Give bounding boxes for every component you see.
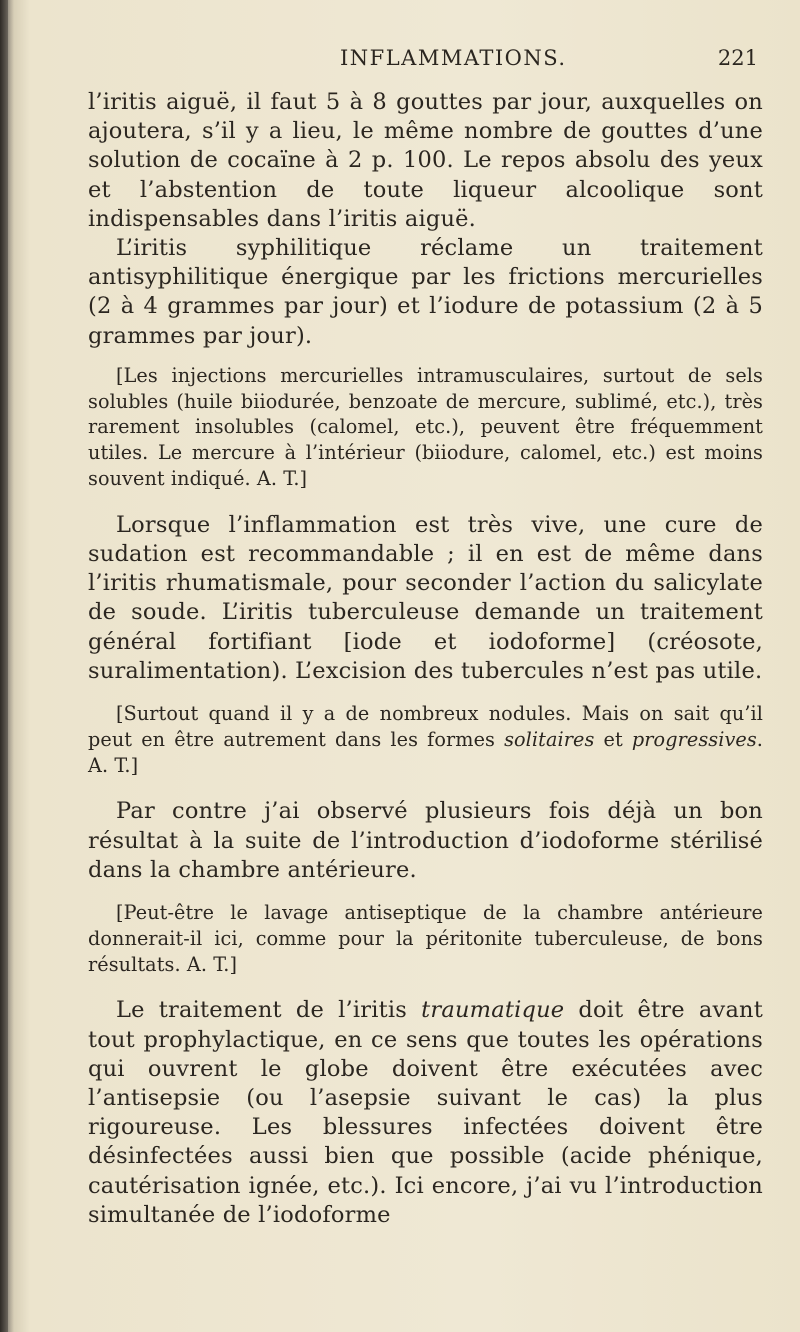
paragraph-4: Par contre j’ai observé plusieurs fois déjà un bon résultat à la suite de l’introduction d’iodoforme stérilisé dans la chambre antérieure. [88, 798, 763, 883]
note2-italic-1: solitaires [504, 727, 595, 751]
editor-note-1: [Les injections mercurielles intramusculaires, surtout de sels solubles (huile biiodurée, benzoate de mercure, sublimé, etc.), très rarement insolubles (calomel, etc.), peuvent être fréquemment utiles. Le mercure à l’intérieur (biiodure, calomel, etc.) est moins souvent indiqué. A. T.] [88, 363, 763, 491]
running-head: INFLAMMATIONS. [340, 46, 567, 70]
note2-italic-2: progressives [631, 727, 757, 751]
note2-text-b: et [594, 727, 632, 751]
page-header [90, 46, 770, 76]
paragraph-1: l’iritis aiguë, il faut 5 à 8 gouttes par jour, auxquelles on ajoutera, s’il y a lieu, le même nombre de gouttes d’une solution de cocaïne à 2 p. 100. Le repos absolu des yeux et l’abstention de toute liqueur alcoolique sont indispensables dans l’iritis aiguë. [88, 89, 763, 232]
body-text [88, 88, 763, 1230]
paragraph-2: L’iritis syphilitique réclame un traitement antisyphilitique énergique par les frictions mercurielles (2 à 4 grammes par jour) et l’iodure de potassium (2 à 5 grammes par jour). [88, 235, 763, 349]
paragraph-3: Lorsque l’inflammation est très vive, une cure de sudation est recommandable ; il en est de même dans l’iritis rhumatismale, pour seconder l’action du salicylate de soude. L’iritis tuberculeuse demande un traitement général fortifiant [iode et iodoforme] (créosote, suralimentation). L’excision des tubercules n’est pas utile. [88, 511, 763, 684]
p5-text-a: Le traitement de l’iritis [116, 997, 422, 1024]
editor-note-2 [88, 701, 763, 778]
page-number: 221 [717, 46, 758, 70]
note2-text-a: [Surtout quand il y a de nombreux nodules. Mais on sait qu’il peut en être autrement dans les formes [88, 702, 763, 751]
note2-text-c: . A. T.] [88, 727, 763, 777]
p5-text-b: doit être avant tout prophylactique, en ce sens que toutes les opérations qui ouvrent le globe doivent être exécutées avec l’antisepsie (ou l’asepsie suivant le cas) la plus rigoureuse. Les blessures infectées doivent être désinfectées aussi bien que possible (acide phénique, cautérisation ignée, etc.). Ici encore, j’ai vu l’introduction simultanée de l’iodoforme [88, 997, 763, 1228]
paragraph-5 [88, 996, 763, 1230]
binding-gutter [0, 0, 8, 1332]
editor-note-3: [Peut-être le lavage antiseptique de la chambre antérieure donnerait-il ici, comme pour la péritonite tuberculeuse, de bons résultats. A. T.] [88, 901, 763, 976]
p5-italic: traumatique [421, 997, 565, 1024]
